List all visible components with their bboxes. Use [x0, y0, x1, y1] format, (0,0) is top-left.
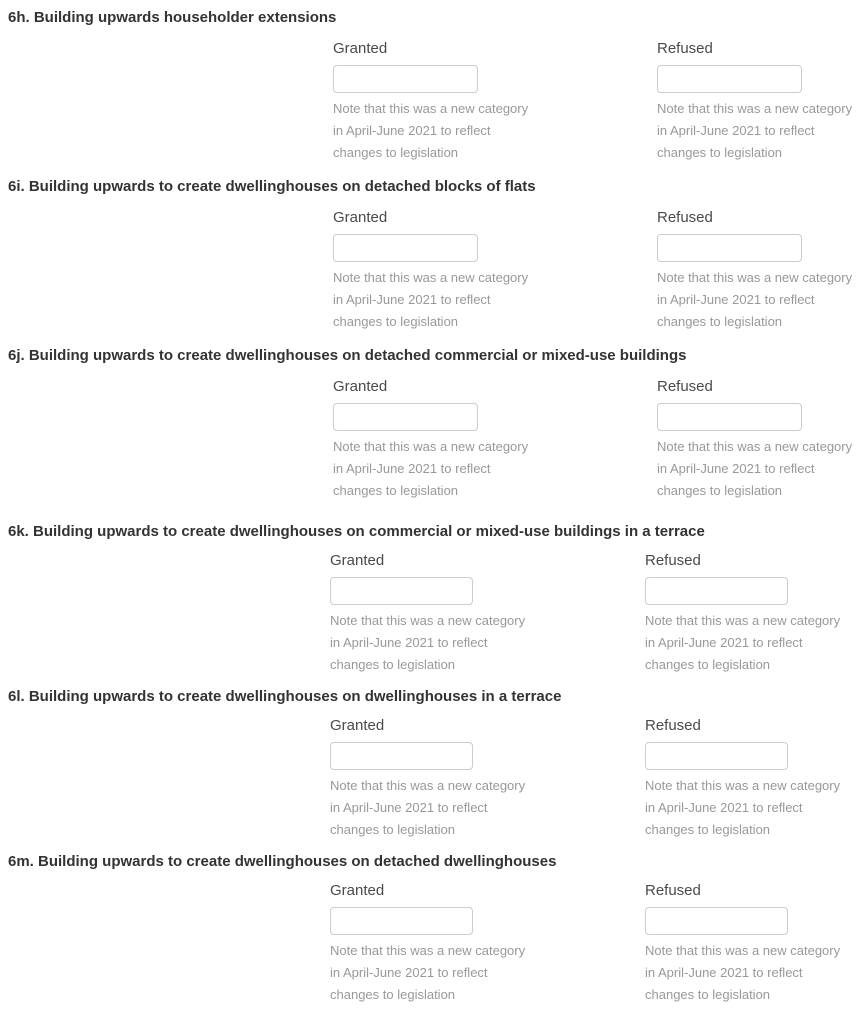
note-line: in April-June 2021 to reflect	[645, 965, 803, 980]
note-line: in April-June 2021 to reflect	[657, 123, 815, 138]
new-category-note	[657, 436, 853, 502]
refused-label: Refused	[657, 209, 713, 226]
note-line: in April-June 2021 to reflect	[333, 123, 491, 138]
refused-label: Refused	[657, 40, 713, 57]
granted-column	[330, 552, 526, 676]
new-category-note	[333, 98, 529, 164]
note-line: Note that this was a new category	[645, 943, 841, 958]
granted-label: Granted	[330, 552, 385, 569]
question-title: 6l. Building upwards to create dwellinghouses on dwellinghouses in a terrace	[8, 688, 562, 705]
question-section	[0, 178, 856, 333]
note-line: changes to legislation	[645, 987, 771, 1002]
answer-columns	[333, 41, 856, 164]
note-line: Note that this was a new category	[333, 439, 529, 454]
refused-input[interactable]	[645, 742, 788, 770]
note-line: changes to legislation	[657, 483, 783, 498]
question-title: 6j. Building upwards to create dwellinghouses on detached commercial or mixed-use buildings	[8, 347, 687, 364]
answer-columns	[333, 379, 856, 502]
granted-column	[333, 378, 529, 502]
question-title: 6i. Building upwards to create dwellinghouses on detached blocks of flats	[8, 178, 536, 195]
granted-input[interactable]	[330, 577, 473, 605]
question-section	[0, 853, 856, 1006]
granted-label: Granted	[333, 40, 388, 57]
note-line: Note that this was a new category	[330, 613, 526, 628]
question-section	[0, 347, 856, 502]
question-title: 6h. Building upwards householder extensions	[8, 9, 337, 26]
new-category-note	[330, 775, 526, 841]
new-category-note	[333, 267, 529, 333]
refused-input[interactable]	[657, 403, 802, 431]
note-line: Note that this was a new category	[645, 613, 841, 628]
granted-input[interactable]	[333, 234, 478, 262]
granted-input[interactable]	[333, 403, 478, 431]
refused-column	[657, 378, 853, 502]
new-category-note	[330, 610, 526, 676]
note-line: in April-June 2021 to reflect	[330, 800, 488, 815]
refused-input[interactable]	[657, 65, 802, 93]
refused-label: Refused	[645, 882, 701, 899]
answer-columns	[333, 210, 856, 333]
refused-column	[645, 882, 841, 1006]
answer-columns	[330, 553, 856, 676]
note-line: changes to legislation	[645, 822, 771, 837]
note-line: changes to legislation	[657, 145, 783, 160]
refused-column	[645, 552, 841, 676]
note-line: in April-June 2021 to reflect	[330, 635, 488, 650]
granted-label: Granted	[330, 882, 385, 899]
granted-label: Granted	[330, 717, 385, 734]
note-line: changes to legislation	[330, 657, 456, 672]
new-category-note	[333, 436, 529, 502]
granted-input[interactable]	[330, 742, 473, 770]
note-line: Note that this was a new category	[330, 943, 526, 958]
question-section	[0, 523, 856, 676]
granted-column	[333, 40, 529, 164]
survey-form	[0, 9, 856, 1006]
note-line: Note that this was a new category	[645, 778, 841, 793]
refused-label: Refused	[657, 378, 713, 395]
granted-input[interactable]	[330, 907, 473, 935]
note-line: in April-June 2021 to reflect	[333, 292, 491, 307]
note-line: in April-June 2021 to reflect	[645, 635, 803, 650]
note-line: in April-June 2021 to reflect	[333, 461, 491, 476]
new-category-note	[657, 267, 853, 333]
note-line: in April-June 2021 to reflect	[645, 800, 803, 815]
note-line: in April-June 2021 to reflect	[330, 965, 488, 980]
granted-column	[333, 209, 529, 333]
refused-label: Refused	[645, 552, 701, 569]
new-category-note	[657, 98, 853, 164]
new-category-note	[645, 775, 841, 841]
note-line: changes to legislation	[645, 657, 771, 672]
refused-input[interactable]	[645, 907, 788, 935]
note-line: changes to legislation	[330, 987, 456, 1002]
note-line: changes to legislation	[333, 314, 459, 329]
answer-columns	[330, 718, 856, 841]
note-line: in April-June 2021 to reflect	[657, 292, 815, 307]
new-category-note	[330, 940, 526, 1006]
question-section	[0, 688, 856, 841]
granted-input[interactable]	[333, 65, 478, 93]
question-title: 6m. Building upwards to create dwellinghouses on detached dwellinghouses	[8, 853, 557, 870]
granted-label: Granted	[333, 209, 388, 226]
note-line: Note that this was a new category	[330, 778, 526, 793]
note-line: changes to legislation	[333, 483, 459, 498]
note-line: changes to legislation	[330, 822, 456, 837]
note-line: Note that this was a new category	[657, 270, 853, 285]
refused-column	[645, 717, 841, 841]
note-line: changes to legislation	[333, 145, 459, 160]
refused-column	[657, 40, 853, 164]
answer-columns	[330, 883, 856, 1006]
refused-column	[657, 209, 853, 333]
granted-label: Granted	[333, 378, 388, 395]
question-title: 6k. Building upwards to create dwellinghouses on commercial or mixed-use buildings in a terrace	[8, 523, 705, 540]
refused-input[interactable]	[645, 577, 788, 605]
note-line: Note that this was a new category	[333, 270, 529, 285]
note-line: changes to legislation	[657, 314, 783, 329]
note-line: Note that this was a new category	[657, 439, 853, 454]
note-line: Note that this was a new category	[657, 101, 853, 116]
refused-label: Refused	[645, 717, 701, 734]
refused-input[interactable]	[657, 234, 802, 262]
granted-column	[330, 717, 526, 841]
question-section	[0, 9, 856, 164]
granted-column	[330, 882, 526, 1006]
note-line: in April-June 2021 to reflect	[657, 461, 815, 476]
note-line: Note that this was a new category	[333, 101, 529, 116]
new-category-note	[645, 940, 841, 1006]
new-category-note	[645, 610, 841, 676]
